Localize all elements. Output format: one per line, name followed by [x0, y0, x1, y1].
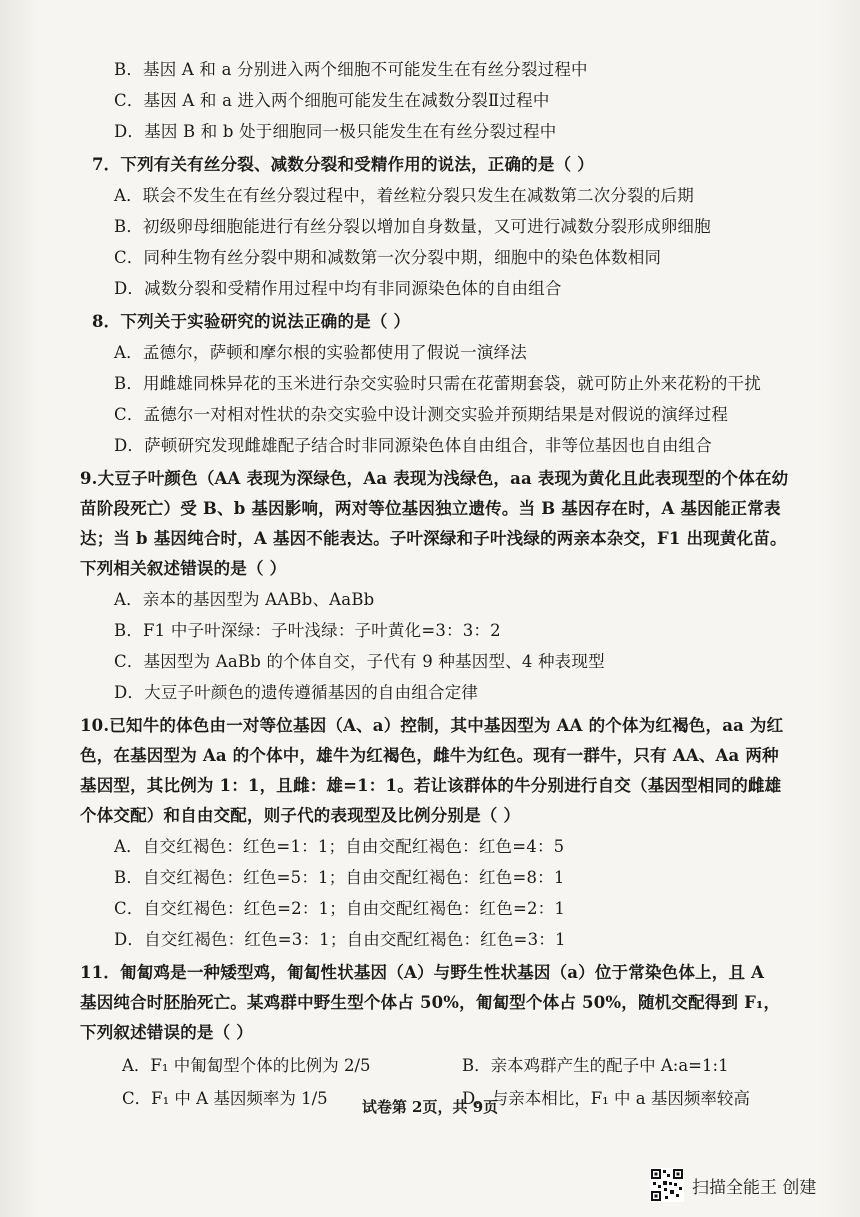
- q10-stem-line3: 基因型，其比例为 1：1，且雌：雄=1：1。若让该群体的牛分别进行自交（基因型相同的雌雄: [80, 776, 782, 795]
- q9-stem-line3: 达；当 b 基因纯合时，A 基因不能表达。子叶深绿和子叶浅绿的两亲本杂交，F1 出现黄化苗。: [80, 529, 787, 548]
- q11-option-d: D．与亲本相比，F₁ 中 a 基因频率较高: [462, 1089, 750, 1108]
- exam-content: [80, 58, 792, 1111]
- q9-stem-line1: 9.大豆子叶颜色（AA 表现为深绿色，Aa 表现为浅绿色，aa 表现为黄化且此表现型的个体在幼: [80, 469, 789, 488]
- q11-option-c: C．F₁ 中 A 基因频率为 1/5: [122, 1089, 328, 1108]
- q7-option-b: B．初级卵母细胞能进行有丝分裂以增加自身数量，又可进行减数分裂形成卵细胞: [114, 217, 711, 236]
- q7-stem: 7．下列有关有丝分裂、减数分裂和受精作用的说法，正确的是（ ）: [92, 155, 594, 174]
- q8-option-b: B．用雌雄同株异花的玉米进行杂交实验时只需在花蕾期套袋，就可防止外来花粉的干扰: [114, 374, 761, 393]
- q10-stem-line1: 10.已知牛的体色由一对等位基因（A、a）控制，其中基因型为 AA 的个体为红褐色，aa 为红: [80, 716, 784, 735]
- q10-stem-line4: 个体交配）和自由交配，则子代的表现型及比例分别是（ ）: [80, 806, 521, 825]
- q11-option-a: A．F₁ 中匍匐型个体的比例为 2/5: [122, 1056, 371, 1075]
- q9-option-c: C．基因型为 AaBb 的个体自交，子代有 9 种基因型、4 种表现型: [114, 652, 605, 671]
- q11-stem-line2: 基因纯合时胚胎死亡。某鸡群中野生型个体占 50%，匍匐型个体占 50%，随机交配得到 F₁，: [80, 993, 781, 1012]
- q9-option-b: B．F1 中子叶深绿：子叶浅绿：子叶黄化=3：3：2: [114, 621, 501, 640]
- q11-option-b: B．亲本鸡群产生的配子中 A:a=1:1: [462, 1056, 729, 1075]
- page-footer: 试卷第 2页，共 9页: [361, 1098, 499, 1116]
- q7-option-d: D．减数分裂和受精作用过程中均有非同源染色体的自由组合: [114, 279, 562, 298]
- q9-stem-line2: 苗阶段死亡）受 B、b 基因影响，两对等位基因独立遗传。当 B 基因存在时，A 基因能正常表: [80, 499, 781, 518]
- q7-option-c: C．同种生物有丝分裂中期和减数第一次分裂中期，细胞中的染色体数相同: [114, 248, 662, 267]
- q9-option-a: A．亲本的基因型为 AABb、AaBb: [114, 590, 375, 609]
- q11-stem-line3: 下列叙述错误的是（ ）: [80, 1023, 253, 1042]
- q7-option-a: A．联会不发生在有丝分裂过程中，着丝粒分裂只发生在减数第二次分裂的后期: [114, 186, 694, 205]
- q6-option-b: B．基因 A 和 a 分别进入两个细胞不可能发生在有丝分裂过程中: [114, 60, 588, 79]
- scanner-watermark: [650, 1165, 816, 1205]
- q8-option-c: C．孟德尔一对相对性状的杂交实验中设计测交实验并预期结果是对假说的演绎过程: [114, 405, 729, 424]
- q11-stem-line1: 11．匍匐鸡是一种矮型鸡，匍匐性状基因（A）与野生性状基因（a）位于常染色体上，且 A: [80, 963, 765, 982]
- q8-stem: 8．下列关于实验研究的说法正确的是（ ）: [92, 312, 411, 331]
- q11-options-row1: [92, 1054, 792, 1078]
- q9-stem-line4: 下列相关叙述错误的是（ ）: [80, 559, 287, 578]
- q10-option-d: D．自交红褐色：红色=3：1；自由交配红褐色：红色=3：1: [114, 930, 566, 949]
- q6-option-d: D．基因 B 和 b 处于细胞同一极只能发生在有丝分裂过程中: [114, 122, 557, 141]
- q6-option-c: C．基因 A 和 a 进入两个细胞可能发生在减数分裂Ⅱ过程中: [114, 91, 550, 110]
- q10-option-a: A．自交红褐色：红色=1：1；自由交配红褐色：红色=4：5: [114, 837, 565, 856]
- q10-stem-line2: 色，在基因型为 Aa 的个体中，雄牛为红褐色，雌牛为红色。现有一群牛，只有 AA、Aa 两种: [80, 746, 779, 765]
- q8-option-a: A．孟德尔，萨顿和摩尔根的实验都使用了假说一演绎法: [114, 343, 527, 362]
- q10-option-b: B．自交红褐色：红色=5：1；自由交配红褐色：红色=8：1: [114, 868, 565, 887]
- q10-option-c: C．自交红褐色：红色=2：1；自由交配红褐色：红色=2：1: [114, 899, 566, 918]
- qr-code-icon: [650, 1168, 684, 1202]
- q8-option-d: D．萨顿研究发现雌雄配子结合时非同源染色体自由组合，非等位基因也自由组合: [114, 436, 712, 455]
- scanner-watermark-text: 扫描全能王 创建: [692, 1177, 817, 1198]
- q9-option-d: D．大豆子叶颜色的遗传遵循基因的自由组合定律: [114, 683, 479, 702]
